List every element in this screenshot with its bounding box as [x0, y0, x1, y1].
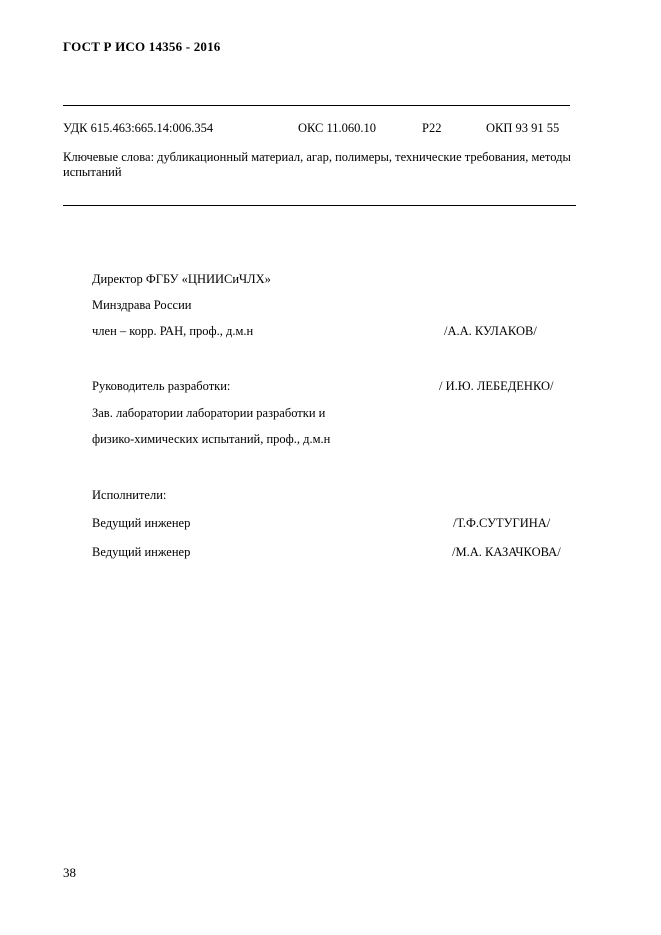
page-number: 38 [63, 865, 76, 880]
lead-position: Зав. лаборатории лаборатории разработки и [92, 406, 326, 420]
executor-2-role: Ведущий инженер [92, 545, 191, 559]
executor-1-role: Ведущий инженер [92, 516, 191, 530]
okp-code: ОКП 93 91 55 [486, 121, 560, 135]
director-name: /А.А. КУЛАКОВ/ [444, 324, 537, 338]
lead-title: Руководитель разработки: [92, 379, 231, 393]
director-degree: член – корр. РАН, проф., д.м.н [92, 324, 254, 338]
top-divider [63, 105, 570, 106]
executor-1-name: /Т.Ф.СУТУГИНА/ [453, 516, 551, 530]
lead-name: / И.Ю. ЛЕБЕДЕНКО/ [439, 379, 554, 393]
executor-2-name: /М.А. КАЗАЧКОВА/ [452, 545, 561, 559]
bottom-divider [63, 205, 576, 206]
udk-code: УДК 615.463:665.14:006.354 [63, 121, 214, 135]
oks-code: ОКС 11.060.10 [298, 121, 377, 135]
executors-title: Исполнители: [92, 488, 167, 502]
group-code: Р22 [422, 121, 442, 135]
document-header-title: ГОСТ Р ИСО 14356 - 2016 [63, 39, 221, 54]
director-title: Директор ФГБУ «ЦНИИСиЧЛХ» [92, 272, 271, 286]
director-ministry: Минздрава России [92, 298, 192, 312]
keywords-paragraph: Ключевые слова: дубликационный материал, агар, полимеры, технические требования, методы испытаний [63, 150, 571, 179]
lead-degree: физико-химических испытаний, проф., д.м.н [92, 432, 331, 446]
